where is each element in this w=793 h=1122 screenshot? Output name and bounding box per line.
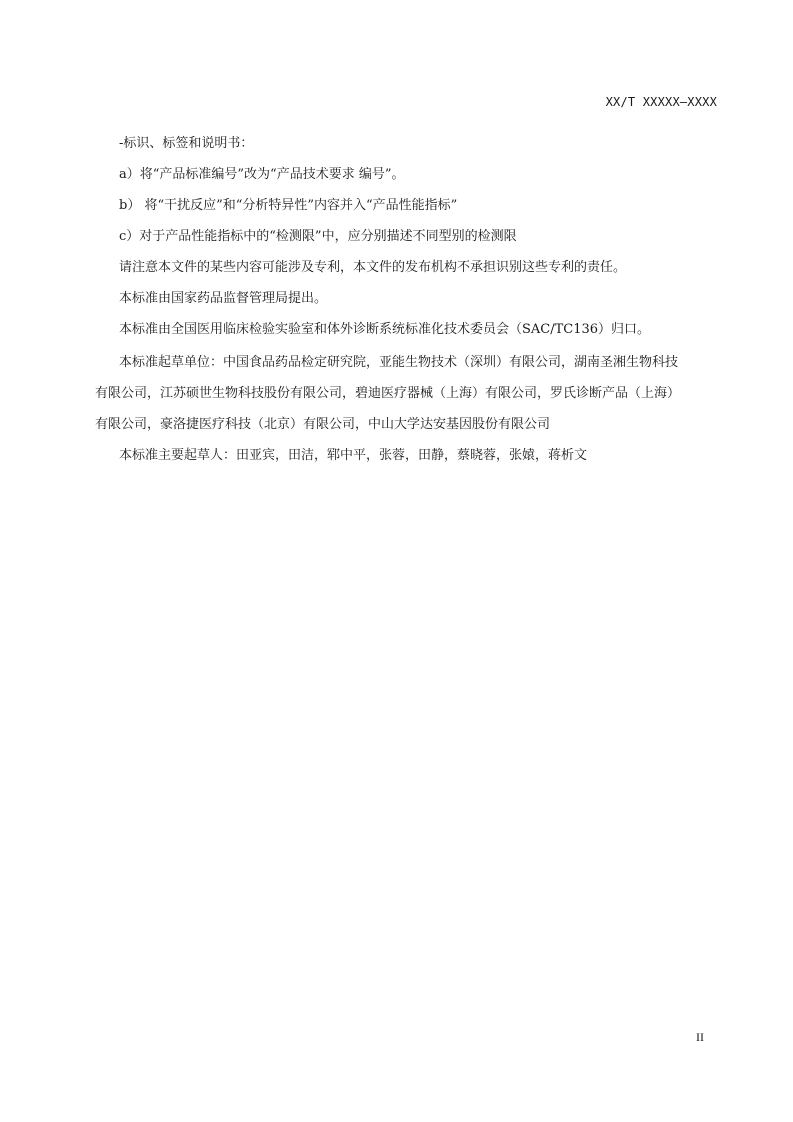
main-drafters: 本标准主要起草人：田亚宾，田洁，郓中平，张蓉，田静，蔡晓蓉，张媴，蒋析文 <box>119 448 588 463</box>
page-number: II <box>696 1030 704 1044</box>
list-item-a: a）将“产品标准编号”改为“产品技术要求 编号”。 <box>119 167 405 182</box>
section-heading-labeling: -标识、标签和说明书： <box>119 136 254 151</box>
drafting-units-line-2: 有限公司，江苏硕世生物科技股份有限公司，碧迪医疗器械（上海）有限公司，罗氏诊断产品（上海） <box>95 386 681 401</box>
list-item-b: b） 将“干扰反应”和“分析特异性”内容并入“产品性能指标” <box>119 198 458 213</box>
patent-notice: 请注意本文件的某些内容可能涉及专利，本文件的发布机构不承担识别这些专利的责任。 <box>119 260 627 275</box>
technical-committee-statement: 本标准由全国医用临床检验实验室和体外诊断系统标准化技术委员会（SAC/TC136）归口。 <box>119 322 651 337</box>
standard-code-header: XX/T XXXXX—XXXX <box>605 95 717 109</box>
list-item-c: c）对于产品性能指标中的“检测限”中，应分别描述不同型别的检测限 <box>119 229 517 244</box>
proposer-statement: 本标准由国家药品监督管理局提出。 <box>119 291 328 306</box>
drafting-units-line-3: 有限公司，豪洛捷医疗科技（北京）有限公司，中山大学达安基因股份有限公司 <box>95 417 551 432</box>
drafting-units-line-1: 本标准起草单位：中国食品药品检定研究院，亚能生物技术（深圳）有限公司，湖南圣湘生物科技 <box>119 355 679 370</box>
